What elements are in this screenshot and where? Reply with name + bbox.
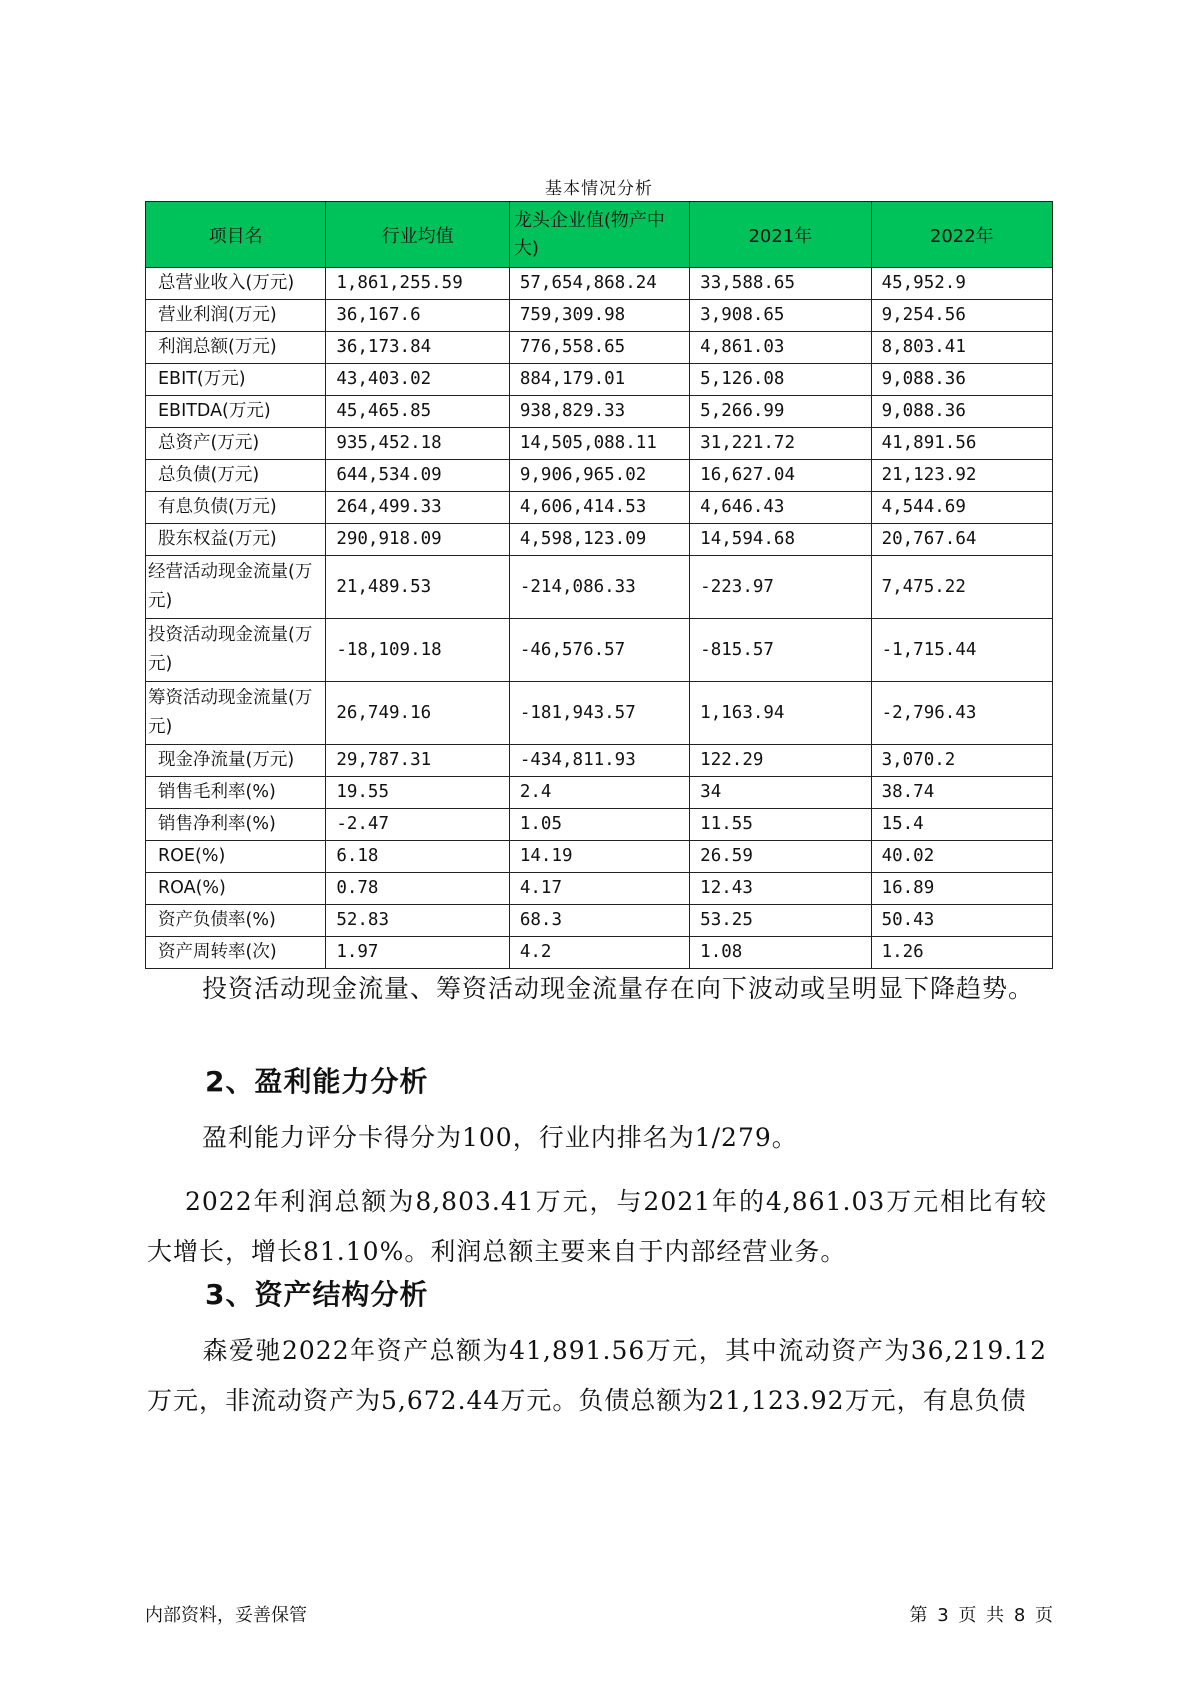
cell-industry-average: -18,109.18 xyxy=(326,619,510,682)
cell-2022: 4,544.69 xyxy=(871,492,1052,524)
cell-leader-value: -46,576.57 xyxy=(509,619,689,682)
paragraph-text: 森爱驰2022年资产总额为41,891.56万元，其中流动资产为36,219.12万元，非流动资产为5,672.44万元。负债总额为21,123.92万元，有息负债 xyxy=(147,1336,1047,1415)
cell-2021: 16,627.04 xyxy=(690,460,871,492)
cell-industry-average: 935,452.18 xyxy=(326,428,510,460)
cell-2022: 3,070.2 xyxy=(871,745,1052,777)
cell-2021: 5,126.08 xyxy=(690,364,871,396)
cell-leader-value: 14,505,088.11 xyxy=(509,428,689,460)
table-row xyxy=(146,364,1053,396)
cell-2021: 34 xyxy=(690,777,871,809)
cell-industry-average: 26,749.16 xyxy=(326,682,510,745)
cell-item-name: ROA(%) xyxy=(146,873,326,905)
table-row xyxy=(146,841,1053,873)
cell-2021: -223.97 xyxy=(690,556,871,619)
cell-item-name: 资产周转率(次) xyxy=(146,937,326,969)
cell-leader-value: -214,086.33 xyxy=(509,556,689,619)
header-leader-value: 龙头企业值(物产中大) xyxy=(509,202,689,268)
cell-2021: 26.59 xyxy=(690,841,871,873)
paragraph-profit-score xyxy=(147,1113,1047,1163)
paragraph-text: 2022年利润总额为8,803.41万元，与2021年的4,861.03万元相比有较大增长，增长81.10%。利润总额主要来自于内部经营业务。 xyxy=(147,1187,1047,1266)
cell-leader-value: 4.2 xyxy=(509,937,689,969)
cell-item-name: 销售净利率(%) xyxy=(146,809,326,841)
table-header-row xyxy=(146,202,1053,268)
table-row xyxy=(146,332,1053,364)
cell-industry-average: 52.83 xyxy=(326,905,510,937)
cell-leader-value: -434,811.93 xyxy=(509,745,689,777)
paragraph-profit-total xyxy=(147,1177,1047,1277)
paragraph-asset-structure xyxy=(147,1326,1047,1426)
cell-leader-value: 4,606,414.53 xyxy=(509,492,689,524)
cell-item-name: 销售毛利率(%) xyxy=(146,777,326,809)
cell-industry-average: 45,465.85 xyxy=(326,396,510,428)
cell-leader-value: 938,829.33 xyxy=(509,396,689,428)
table-row xyxy=(146,745,1053,777)
cell-item-name: 现金净流量(万元) xyxy=(146,745,326,777)
cell-2022: 20,767.64 xyxy=(871,524,1052,556)
table-row xyxy=(146,777,1053,809)
cell-industry-average: 19.55 xyxy=(326,777,510,809)
cell-leader-value: 776,558.65 xyxy=(509,332,689,364)
cell-2022: 45,952.9 xyxy=(871,268,1052,300)
cell-2021: 12.43 xyxy=(690,873,871,905)
table-row xyxy=(146,682,1053,745)
cell-industry-average: 0.78 xyxy=(326,873,510,905)
cell-2022: -2,796.43 xyxy=(871,682,1052,745)
table-row xyxy=(146,556,1053,619)
cell-2021: 31,221.72 xyxy=(690,428,871,460)
cell-2022: 21,123.92 xyxy=(871,460,1052,492)
table-row xyxy=(146,492,1053,524)
basic-analysis-table xyxy=(145,201,1053,969)
cell-leader-value: 14.19 xyxy=(509,841,689,873)
header-2022: 2022年 xyxy=(871,202,1052,268)
cell-2022: 9,088.36 xyxy=(871,364,1052,396)
table-row xyxy=(146,905,1053,937)
cell-item-name: EBIT(万元) xyxy=(146,364,326,396)
cell-item-name: 有息负债(万元) xyxy=(146,492,326,524)
cell-industry-average: 264,499.33 xyxy=(326,492,510,524)
footer-confidential-note: 内部资料，妥善保管 xyxy=(145,1605,307,1626)
cell-industry-average: 36,167.6 xyxy=(326,300,510,332)
cell-industry-average: 644,534.09 xyxy=(326,460,510,492)
cell-2022: 7,475.22 xyxy=(871,556,1052,619)
section-heading-profitability: 2、盈利能力分析 xyxy=(205,1065,429,1098)
cell-2022: -1,715.44 xyxy=(871,619,1052,682)
cell-industry-average: 29,787.31 xyxy=(326,745,510,777)
cell-item-name: 利润总额(万元) xyxy=(146,332,326,364)
cell-industry-average: 290,918.09 xyxy=(326,524,510,556)
cell-2022: 16.89 xyxy=(871,873,1052,905)
cell-industry-average: 21,489.53 xyxy=(326,556,510,619)
cell-industry-average: 1.97 xyxy=(326,937,510,969)
cell-item-name: 总负债(万元) xyxy=(146,460,326,492)
cell-2021: 53.25 xyxy=(690,905,871,937)
cell-2021: 1,163.94 xyxy=(690,682,871,745)
cell-item-name: 资产负债率(%) xyxy=(146,905,326,937)
header-2021: 2021年 xyxy=(690,202,871,268)
cell-2022: 38.74 xyxy=(871,777,1052,809)
table-row xyxy=(146,460,1053,492)
cell-item-name: ROE(%) xyxy=(146,841,326,873)
cell-item-name: 营业利润(万元) xyxy=(146,300,326,332)
table-row xyxy=(146,809,1053,841)
cell-leader-value: 2.4 xyxy=(509,777,689,809)
cell-2022: 9,088.36 xyxy=(871,396,1052,428)
cell-leader-value: 57,654,868.24 xyxy=(509,268,689,300)
paragraph-text: 投资活动现金流量、筹资活动现金流量存在向下波动或呈明显下降趋势。 xyxy=(202,974,1035,1003)
cell-leader-value: 4.17 xyxy=(509,873,689,905)
cell-leader-value: 884,179.01 xyxy=(509,364,689,396)
cell-2021: 5,266.99 xyxy=(690,396,871,428)
cell-leader-value: 1.05 xyxy=(509,809,689,841)
cell-2021: 3,908.65 xyxy=(690,300,871,332)
table-row xyxy=(146,300,1053,332)
section-heading-asset-structure: 3、资产结构分析 xyxy=(205,1278,429,1311)
table-caption: 基本情况分析 xyxy=(545,179,653,199)
cell-2021: 1.08 xyxy=(690,937,871,969)
cell-item-name: 经营活动现金流量(万元) xyxy=(146,556,326,619)
cell-industry-average: 43,403.02 xyxy=(326,364,510,396)
header-industry-average: 行业均值 xyxy=(326,202,510,268)
cell-2022: 15.4 xyxy=(871,809,1052,841)
cell-2021: 11.55 xyxy=(690,809,871,841)
cell-industry-average: 36,173.84 xyxy=(326,332,510,364)
footer-page-number: 第 3 页 共 8 页 xyxy=(909,1605,1053,1626)
cell-leader-value: 68.3 xyxy=(509,905,689,937)
cell-2022: 9,254.56 xyxy=(871,300,1052,332)
cell-item-name: 总资产(万元) xyxy=(146,428,326,460)
cell-2021: 33,588.65 xyxy=(690,268,871,300)
cell-2021: 4,646.43 xyxy=(690,492,871,524)
table-row xyxy=(146,524,1053,556)
table-body xyxy=(146,268,1053,969)
cell-2021: -815.57 xyxy=(690,619,871,682)
cell-2022: 8,803.41 xyxy=(871,332,1052,364)
cell-2022: 41,891.56 xyxy=(871,428,1052,460)
table-row xyxy=(146,396,1053,428)
cell-2022: 1.26 xyxy=(871,937,1052,969)
paragraph-text: 盈利能力评分卡得分为100，行业内排名为1/279。 xyxy=(202,1123,798,1152)
cell-2021: 4,861.03 xyxy=(690,332,871,364)
table-row xyxy=(146,268,1053,300)
cell-leader-value: 4,598,123.09 xyxy=(509,524,689,556)
cell-2021: 122.29 xyxy=(690,745,871,777)
cell-leader-value: 9,906,965.02 xyxy=(509,460,689,492)
cell-item-name: 投资活动现金流量(万元) xyxy=(146,619,326,682)
cell-2022: 40.02 xyxy=(871,841,1052,873)
cell-2021: 14,594.68 xyxy=(690,524,871,556)
cell-industry-average: 6.18 xyxy=(326,841,510,873)
cell-industry-average: -2.47 xyxy=(326,809,510,841)
table-row xyxy=(146,428,1053,460)
header-item-name: 项目名 xyxy=(146,202,326,268)
cell-industry-average: 1,861,255.59 xyxy=(326,268,510,300)
cell-item-name: 总营业收入(万元) xyxy=(146,268,326,300)
table-row xyxy=(146,873,1053,905)
cell-leader-value: -181,943.57 xyxy=(509,682,689,745)
table-row xyxy=(146,619,1053,682)
cell-item-name: 股东权益(万元) xyxy=(146,524,326,556)
cell-leader-value: 759,309.98 xyxy=(509,300,689,332)
paragraph-cashflow-trend xyxy=(147,964,1047,1014)
cell-2022: 50.43 xyxy=(871,905,1052,937)
cell-item-name: 筹资活动现金流量(万元) xyxy=(146,682,326,745)
cell-item-name: EBITDA(万元) xyxy=(146,396,326,428)
